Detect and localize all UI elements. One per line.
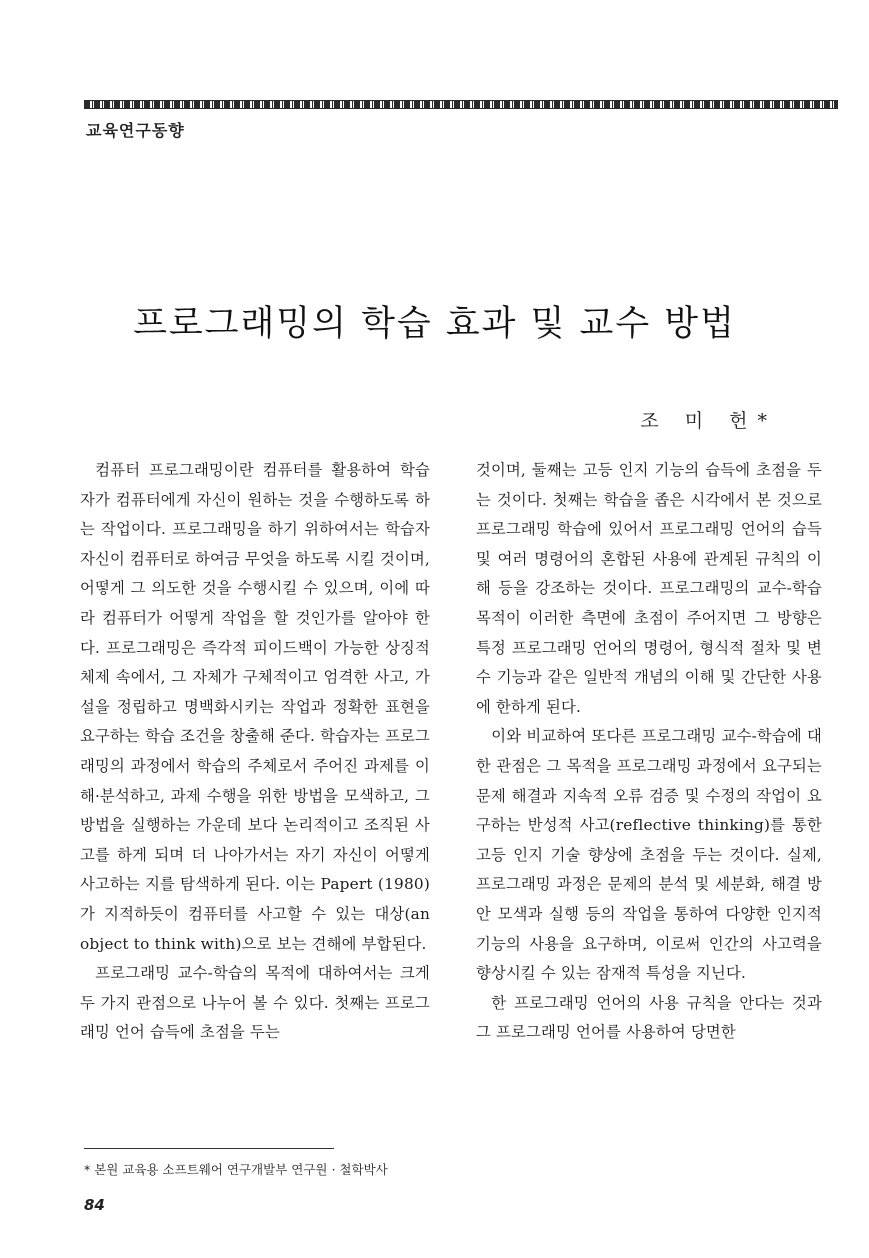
page-number: 84 (84, 1196, 105, 1214)
paragraph: 프로그래밍 교수-학습의 목적에 대하여서는 크게 두 가지 관점으로 나누어 볼 수 있다. 첫째는 프로그래밍 언어 습득에 초점을 두는 (80, 964, 430, 1042)
footnote-rule (84, 1148, 334, 1149)
header-rule (84, 100, 838, 109)
paragraph: 컴퓨터 프로그래밍이란 컴퓨터를 활용하여 학습자가 컴퓨터에게 자신이 원하는 것을 수행하도록 하는 작업이다. 프로그래밍을 하기 위하여서는 학습자 자신이 컴퓨터로 하여금 무엇을 하도록 시킬 것이며, 어떻게 그 의도한 것을 수행시킬 수 있으며, 이에 따라 컴퓨터가 어떻게 작업을 할 것인가를 알아야 한다. 프로그래밍은 즉각적 피이드백이 가능한 상징적 체제 속에서, 그 자체가 구체적이고 엄격한 사고, 가설을 정립하고 명백화시키는 작업과 정확한 표현을 요구하는 학습 조건을 창출해 준다. 학습자는 프로그래밍의 과정에서 학습의 주체로서 주어진 과제를 이해·분석하고, 과제 수행을 위한 방법을 모색하고, 그 방법을 실행하는 가운데 보다 논리적이고 조직된 사고를 하게 되며 더 나아가서는 자기 자신이 어떻게 사고하는 지를 탐색하게 된다. 이는 Papert (1980)가 지적하듯이 컴퓨터를 사고할 수 있는 대상(an object to think with)으로 보는 견해에 부합된다. (80, 461, 430, 953)
paragraph: 이와 비교하여 또다른 프로그래밍 교수-학습에 대한 관점은 그 목적을 프로그래밍 과정에서 요구되는 문제 해결과 지속적 오류 검증 및 수정의 작업이 요구하는 반성적 사고(reflective thinking)를 통한 고등 인지 기술 향상에 초점을 두는 것이다. 실제, 프로그래밍 과정은 문제의 분석 및 세분화, 해결 방안 모색과 실행 등의 작업을 통하여 다양한 인지적 기능의 사용을 요구하며, 이로써 인간의 사고력을 향상시킬 수 있는 잠재적 특성을 지닌다. (476, 727, 822, 983)
body-right-column (476, 456, 822, 1048)
footnote: * 본원 교육용 소프트웨어 연구개발부 연구원 · 철학박사 (84, 1162, 388, 1177)
article-title: 프로그래밍의 학습 효과 및 교수 방법 (133, 304, 736, 344)
article-author: 조 미 헌* (640, 410, 777, 432)
paragraph: 한 프로그래밍 언어의 사용 규칙을 안다는 것과 그 프로그래밍 언어를 사용하여 당면한 (476, 993, 822, 1042)
section-label: 교육연구동향 (86, 121, 185, 140)
body-left-column (80, 456, 430, 1048)
paragraph: 것이며, 둘째는 고등 인지 기능의 습득에 초점을 두는 것이다. 첫째는 학습을 좁은 시각에서 본 것으로 프로그래밍 학습에 있어서 프로그래밍 언어의 습득 및 여러 명령어의 혼합된 사용에 관계된 규칙의 이해 등을 강조하는 것이다. 프로그래밍의 교수-학습 목적이 이러한 측면에 초점이 주어지면 그 방향은 특정 프로그래밍 언어의 명령어, 형식적 절차 및 변수 기능과 같은 일반적 개념의 이해 및 간단한 사용에 한하게 된다. (476, 461, 822, 716)
